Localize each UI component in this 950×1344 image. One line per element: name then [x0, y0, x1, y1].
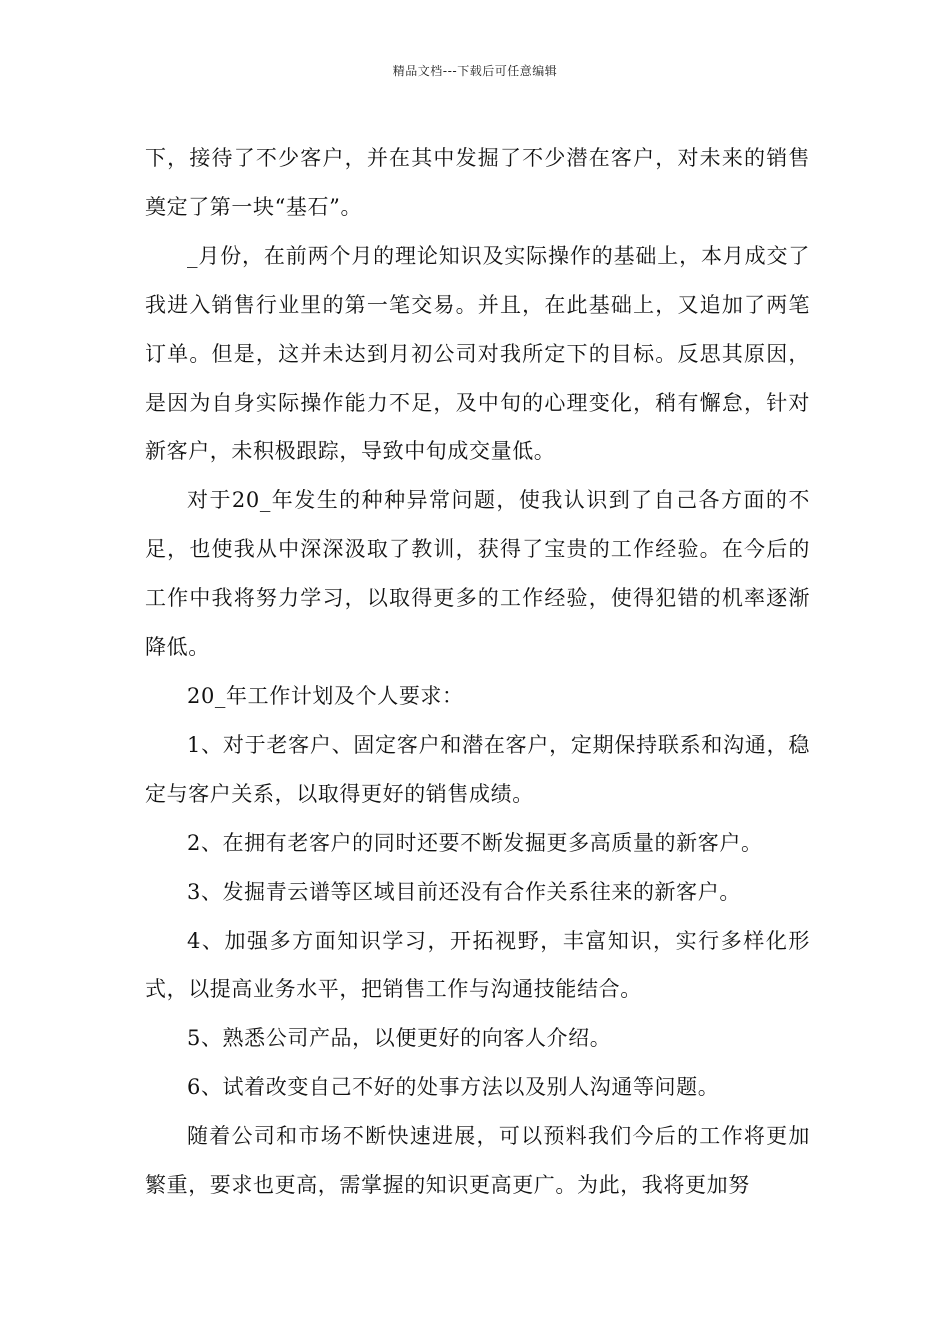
plan-heading: 20_年工作计划及个人要求： — [187, 683, 464, 708]
paragraph-2: _月份，在前两个月的理论知识及实际操作的基础上，本月成交了我进入销售行业里的第一笔交易。并且，在此基础上，又追加了两笔订单。但是，这并未达到月初公司对我所定下的目标。反思其原因，是因为自身实际操作能力不足，及中旬的心理变化，稍有懈怠，针对新客户，未积极跟踪，导致中旬成交量低。 — [145, 243, 810, 464]
plan-item-5: 5、熟悉公司产品，以便更好的向客人介绍。 — [187, 1026, 612, 1051]
page-header: 精品文档---下载后可任意编辑 — [392, 64, 558, 78]
plan-item-3: 3、发掘青云谱等区域目前还没有合作关系往来的新客户。 — [187, 879, 741, 904]
plan-item-1: 1、对于老客户、固定客户和潜在客户，定期保持联系和沟通，稳定与客户关系，以取得更好的销售成绩。 — [145, 732, 810, 806]
closing-paragraph: 随着公司和市场不断快速进展，可以预料我们今后的工作将更加繁重，要求也更高，需掌握的知识更高更广。为此，我将更加努 — [145, 1124, 810, 1198]
paragraph-1: 下，接待了不少客户，并在其中发掘了不少潜在客户，对未来的销售奠定了第一块“基石”。 — [145, 146, 810, 219]
plan-item-2: 2、在拥有老客户的同时还要不断发掘更多高质量的新客户。 — [187, 830, 763, 855]
paragraph-3: 对于20_年发生的种种异常问题，使我认识到了自己各方面的不足，也使我从中深深汲取了教训，获得了宝贵的工作经验。在今后的工作中我将努力学习，以取得更多的工作经验，使得犯错的机率逐渐降低。 — [145, 488, 810, 660]
plan-item-6: 6、试着改变自己不好的处事方法以及别人沟通等问题。 — [187, 1075, 720, 1100]
plan-item-4: 4、加强多方面知识学习，开拓视野，丰富知识，实行多样化形式，以提高业务水平，把销售工作与沟通技能结合。 — [145, 928, 810, 1002]
document-body — [145, 134, 810, 1210]
